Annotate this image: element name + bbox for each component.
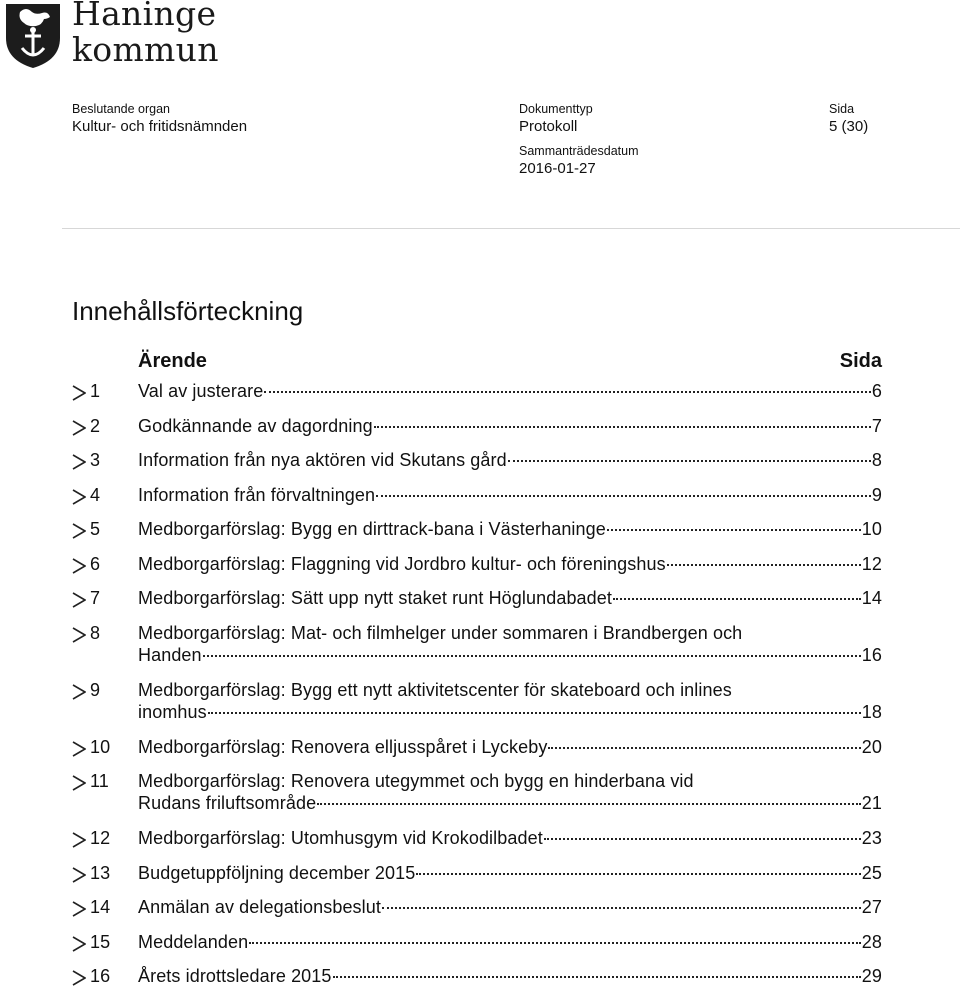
entry-title: Medborgarförslag: Utomhusgym vid Krokodilbadet: [138, 828, 543, 848]
entry-number: 1: [90, 381, 101, 401]
entry-title: Anmälan av delegationsbeslut: [138, 897, 381, 917]
entry-title-line1: Medborgarförslag: Mat- och filmhelger under sommaren i Brandbergen och: [138, 622, 743, 643]
page-number-value: 5 (30): [829, 118, 869, 135]
page-number-block: [829, 100, 868, 136]
page-number-label: Sida: [829, 102, 855, 116]
dot-leader: [613, 598, 861, 600]
dot-leader: [667, 564, 861, 566]
coat-of-arms-icon: [2, 0, 64, 70]
entry-number: 5: [90, 519, 101, 539]
entry-arrow-icon: [72, 453, 86, 469]
entry-page-number: 20: [861, 736, 882, 757]
entry-page-number: 6: [871, 381, 882, 401]
dot-leader: [416, 873, 860, 875]
dot-leader: [548, 747, 860, 749]
entry-number: 16: [90, 966, 111, 986]
entry-page-number: 14: [861, 588, 882, 608]
entry-page-number: 28: [861, 931, 882, 952]
toc-title: Innehållsförteckning: [72, 296, 304, 326]
entry-number: 12: [90, 828, 111, 848]
decision-body-label: Beslutande organ: [72, 102, 170, 116]
entry-title: Val av justerare: [138, 381, 264, 401]
entry-page-number: 12: [861, 553, 882, 574]
entry-title: Medborgarförslag: Bygg en dirttrack-bana i Västerhaninge: [138, 519, 606, 539]
entry-number: 2: [90, 415, 101, 436]
logo-line-1: Haninge: [72, 0, 217, 33]
meeting-date-block: [519, 142, 639, 178]
document-type-value: Protokoll: [519, 118, 578, 135]
entry-title: Information från förvaltningen: [138, 484, 376, 505]
entry-title-line1: Medborgarförslag: Renovera utegymmet och bygg en hinderbana vid: [138, 771, 694, 791]
dot-leader: [607, 529, 861, 531]
dot-leader: [264, 391, 871, 393]
toc-column-arende: Ärende: [138, 350, 207, 372]
decision-body-block: [72, 100, 247, 136]
entry-page-number: 25: [861, 862, 882, 883]
entry-arrow-icon: [72, 900, 86, 916]
entry-arrow-icon: [72, 557, 86, 573]
entry-page-number: 9: [871, 484, 882, 505]
dot-leader: [317, 803, 861, 805]
entry-title: Budgetuppföljning december 2015: [138, 862, 416, 883]
dot-leader: [208, 712, 861, 714]
entry-page-number: 8: [871, 450, 882, 470]
entry-number: 11: [90, 771, 109, 791]
entry-arrow-icon: [72, 683, 86, 699]
dot-leader: [249, 942, 861, 944]
entry-title: Meddelanden: [138, 931, 249, 952]
entry-arrow-icon: [72, 626, 86, 642]
logo-wordmark: [72, 0, 219, 68]
document-type-block: [519, 100, 593, 136]
entry-arrow-icon: [72, 774, 86, 790]
entry-title: Medborgarförslag: Flaggning vid Jordbro kultur- och föreningshus: [138, 553, 666, 574]
meeting-date-label: Sammanträdesdatum: [519, 144, 639, 158]
entry-arrow-icon: [72, 488, 86, 504]
meeting-date-value: 2016-01-27: [519, 160, 596, 177]
entry-number: 15: [90, 931, 111, 952]
entry-number: 14: [90, 897, 111, 917]
entry-arrow-icon: [72, 935, 86, 951]
document-type-label: Dokumenttyp: [519, 102, 593, 116]
entry-number: 9: [90, 679, 101, 700]
entry-title-line1: Medborgarförslag: Bygg ett nytt aktivitetscenter för skateboard och inlines: [138, 679, 732, 700]
entry-page-number: 7: [871, 415, 882, 436]
entry-page-number: 16: [861, 644, 882, 665]
entry-title: Rudans friluftsområde: [138, 793, 317, 813]
toc-column-sida: Sida: [839, 350, 882, 372]
entry-title: Information från nya aktören vid Skutans gård: [138, 450, 507, 470]
dot-leader: [376, 495, 871, 497]
entry-arrow-icon: [72, 384, 86, 400]
logo-line-2: kommun: [72, 30, 219, 69]
entry-number: 13: [90, 862, 111, 883]
entry-page-number: 10: [861, 519, 882, 539]
entry-page-number: 29: [861, 966, 882, 986]
entry-title: Godkännande av dagordning: [138, 415, 373, 436]
entry-title: Medborgarförslag: Sätt upp nytt staket runt Höglundabadet: [138, 588, 612, 608]
dot-leader: [203, 655, 861, 657]
dot-leader: [382, 907, 861, 909]
entry-page-number: 27: [861, 897, 882, 917]
entry-number: 4: [90, 484, 101, 505]
entry-page-number: 21: [861, 793, 882, 813]
decision-body-value: Kultur- och fritidsnämnden: [72, 118, 248, 135]
header-divider: [62, 228, 960, 229]
entry-arrow-icon: [72, 419, 86, 435]
entry-page-number: 23: [861, 828, 882, 848]
dot-leader: [508, 460, 871, 462]
entry-number: 8: [90, 622, 101, 643]
entry-arrow-icon: [72, 866, 86, 882]
entry-arrow-icon: [72, 522, 86, 538]
dot-leader: [374, 426, 871, 428]
entry-title: Medborgarförslag: Renovera elljusspåret i Lyckeby: [138, 736, 548, 757]
dot-leader: [544, 838, 861, 840]
entry-number: 3: [90, 450, 101, 470]
entry-title: Handen: [138, 644, 202, 665]
entry-number: 10: [90, 736, 111, 757]
entry-arrow-icon: [72, 969, 86, 985]
dot-leader: [333, 976, 861, 978]
entry-arrow-icon: [72, 591, 86, 607]
entry-arrow-icon: [72, 831, 86, 847]
entry-arrow-icon: [72, 740, 86, 756]
entry-title: Årets idrottsledare 2015: [138, 966, 332, 986]
entry-number: 6: [90, 553, 101, 574]
haninge-logo: [2, 0, 222, 72]
entry-number: 7: [90, 588, 101, 608]
entry-title: inomhus: [138, 701, 207, 722]
entry-page-number: 18: [861, 701, 882, 722]
